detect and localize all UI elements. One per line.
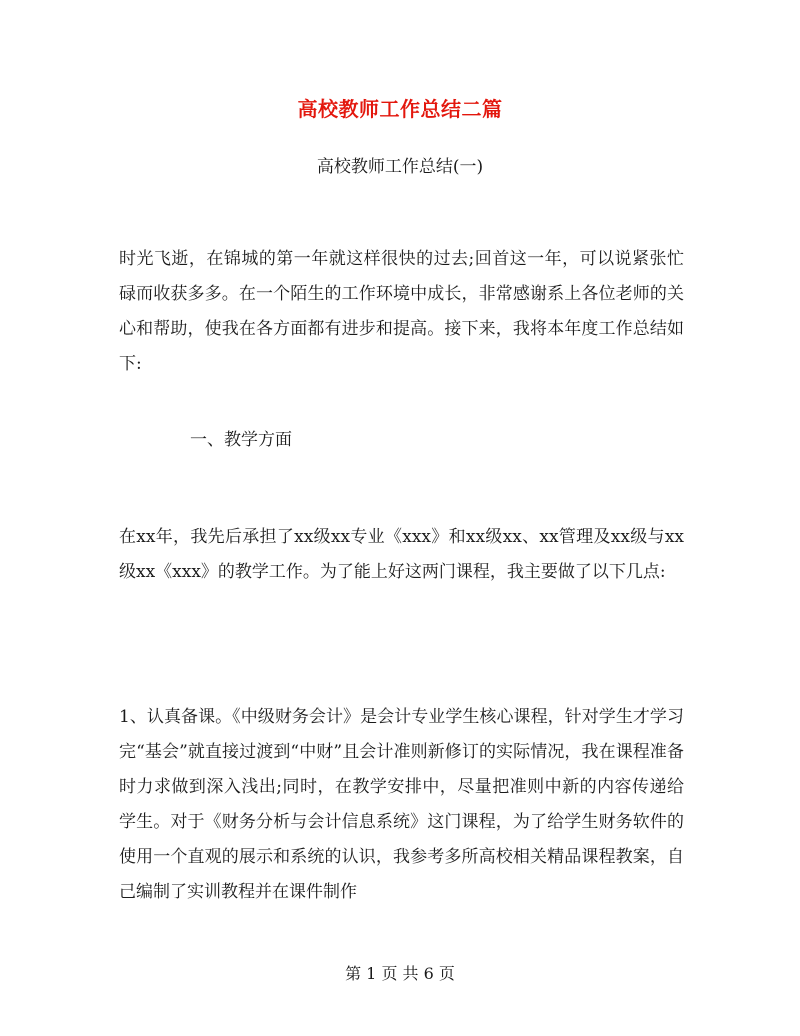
paragraph-courses: 在xx年，我先后承担了xx级xx专业《xxx》和xx级xx、xx管理及xx级与xx级xx《xxx》的教学工作。为了能上好这两门课程，我主要做了以下几点:: [119, 527, 684, 582]
section-heading-teaching: 一、教学方面: [190, 430, 292, 450]
document-title: 高校教师工作总结二篇: [297, 97, 503, 121]
document-subtitle: 高校教师工作总结(一): [316, 157, 484, 177]
page-footer: 第 1 页 共 6 页: [345, 964, 455, 983]
paragraph-preparation: 1、认真备课。《中级财务会计》是会计专业学生核心课程，针对学生才学习完“基会”就直接过渡到“中财”且会计准则新修订的实际情况，我在课程准备时力求做到深入浅出;同时，在教学安排中，尽量把准则中新的内容传递给学生。对于《财务分析与会计信息系统》这门课程，为了给学生财务软件的使用一个直观的展示和系统的认识，我参考多所高校相关精品课程教案，自己编制了实训教程并在课件制作: [119, 707, 684, 902]
paragraph-intro: 时光飞逝，在锦城的第一年就这样很快的过去;回首这一年，可以说紧张忙碌而收获多多。在一个陌生的工作环境中成长，非常感谢系上各位老师的关心和帮助，使我在各方面都有进步和提高。接下来，我将本年度工作总结如下:: [119, 249, 684, 374]
